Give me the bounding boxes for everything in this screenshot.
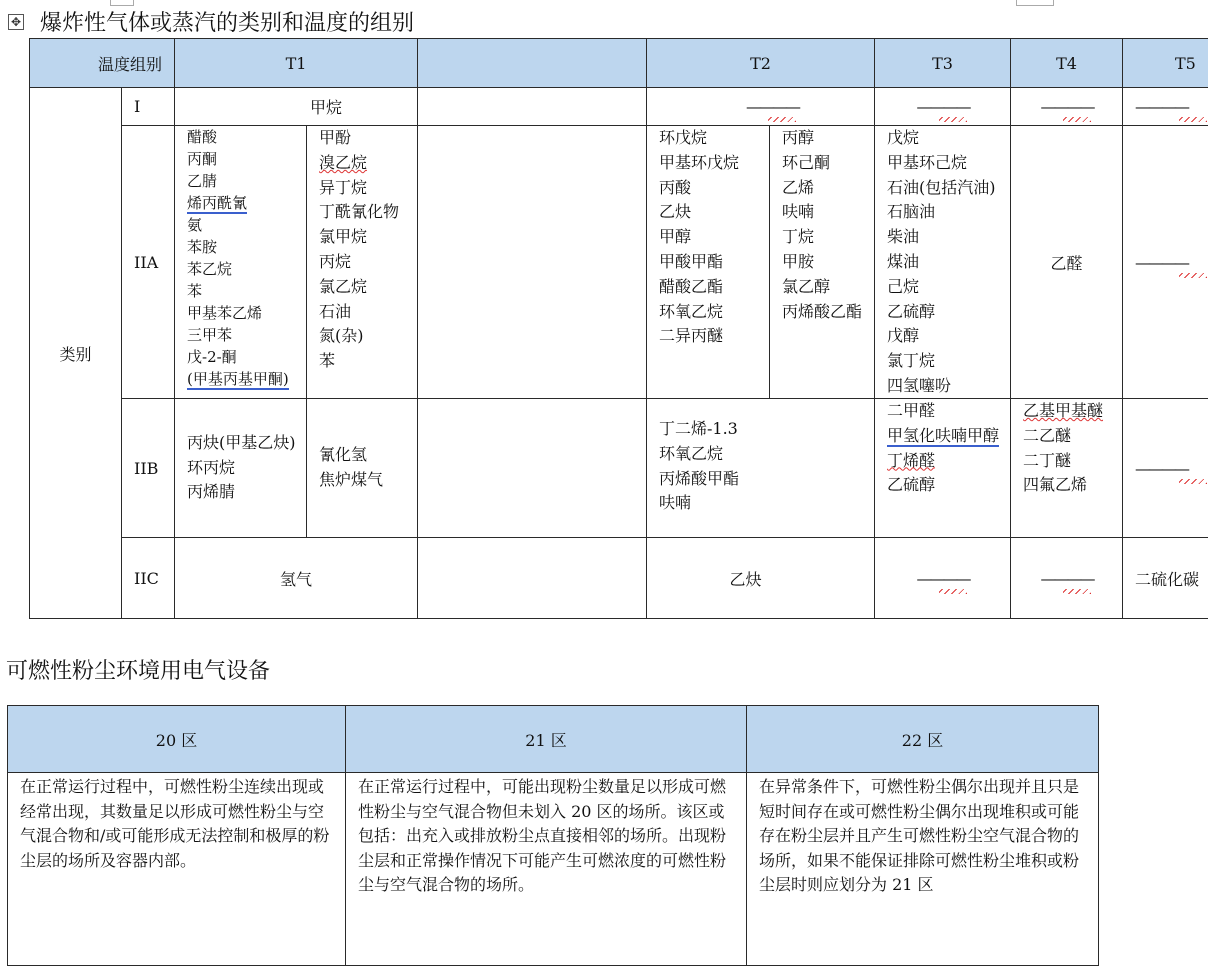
gas-name: 丙酮 — [187, 150, 218, 168]
row-IIB-t1-col2 — [306, 398, 418, 538]
gas-name: 氢气 — [279, 569, 312, 589]
gas-name: 甲基环戊烷 — [659, 152, 740, 172]
gas-name: 甲基环己烷 — [887, 152, 968, 172]
gas-name: 溴乙烷 — [319, 152, 368, 172]
zone-label: 22 区 — [901, 730, 944, 750]
gas-name: 丁酰氰化物 — [319, 202, 400, 222]
gas-name: 二甲醛 — [887, 401, 936, 420]
row-IIA-t5 — [1122, 125, 1208, 399]
row-IIB-t5 — [1122, 398, 1208, 538]
dash-text: ———— — [1135, 252, 1187, 272]
gas-name: 四氟乙烯 — [1023, 475, 1088, 495]
row-label: I — [134, 97, 141, 116]
gas-name: 二乙醚 — [1023, 425, 1072, 445]
row-IIB-t2 — [646, 398, 875, 538]
row-IIA-t2-col2 — [769, 125, 875, 399]
gas-name: 环氧乙烷 — [659, 443, 724, 463]
header-t5 — [1122, 38, 1208, 88]
row-IIB-t4 — [1010, 398, 1123, 538]
row-I-t3 — [874, 87, 1011, 126]
row-IIC-t2 — [646, 537, 875, 619]
dash-text: ———— — [916, 568, 969, 588]
gas-name: 氯甲烷 — [319, 227, 368, 247]
row-label-IIC — [121, 537, 175, 619]
dash-text: ———— — [1040, 568, 1093, 588]
gas-name: 甲酚 — [319, 128, 352, 147]
gas-name: 戊烷 — [887, 128, 920, 147]
gas-table-heading: 爆炸性气体或蒸汽的类别和温度的组别 — [40, 11, 415, 36]
row-IIA-blank — [417, 125, 647, 399]
header-t3 — [874, 38, 1011, 88]
row-label: IIA — [134, 252, 159, 272]
row-IIC-t3 — [874, 537, 1011, 619]
gas-name: 丁烷 — [782, 227, 815, 247]
row-IIC-t5 — [1122, 537, 1208, 619]
row-label-IIA — [121, 125, 175, 399]
row-label: IIB — [134, 458, 159, 478]
header-label: T3 — [932, 53, 953, 73]
gas-name: 氯丁烷 — [887, 351, 936, 371]
dash-text: ———— — [746, 97, 798, 116]
dash-text: ———— — [916, 97, 969, 116]
zone-label: 20 区 — [155, 730, 198, 750]
gas-name: 丙烯腈 — [187, 482, 236, 502]
gas-name: 乙烯 — [782, 177, 815, 197]
dash-placeholder — [1041, 97, 1093, 116]
gas-name: 苯 — [187, 282, 203, 300]
dust-table-heading: 可燃性粉尘环境用电气设备 — [6, 659, 271, 684]
gas-name: 环氧乙烷 — [659, 301, 724, 321]
gas-name: 乙硫醇 — [887, 301, 936, 321]
gas-name: 石油 — [319, 301, 352, 321]
gas-name: 乙硫醇 — [887, 475, 936, 495]
spellcheck-squiggle — [1179, 273, 1207, 278]
zone-description: 在正常运行过程中，可燃性粉尘连续出现或经常出现，其数量足以形成可燃性粉尘与空气混合物和/或可能形成无法控制和极厚的粉尘层的场所及容器内部。 — [20, 777, 330, 870]
gas-name: 丙炔(甲基乙炔) — [187, 432, 296, 452]
row-IIA-t1-col2 — [306, 125, 418, 399]
gas-name: 二硫化碳 — [1135, 569, 1200, 589]
row-I-t4 — [1010, 87, 1123, 126]
dust-header-zone20 — [7, 705, 346, 773]
header-label: 温度组别 — [97, 54, 162, 74]
gas-name: 苯乙烷 — [187, 260, 233, 278]
row-label-I — [121, 87, 175, 126]
row-label-IIB — [121, 398, 175, 538]
spellcheck-squiggle — [939, 589, 967, 594]
header-blank — [417, 38, 647, 88]
dash-placeholder — [1041, 569, 1093, 588]
gas-name: 柴油 — [887, 227, 920, 247]
gas-name: 己烷 — [887, 276, 920, 296]
gas-name: 氰化氢 — [319, 445, 368, 465]
row-IIA-t2-col1 — [646, 125, 770, 399]
gas-name: 丙烯酸甲酯 — [659, 468, 740, 488]
header-label: T2 — [750, 53, 771, 73]
page-corner-mark — [1016, 0, 1054, 6]
gas-name: 甲醇 — [659, 227, 692, 247]
dust-desc-zone20 — [7, 772, 346, 966]
gas-name: 二异丙醚 — [659, 326, 724, 346]
row-I-t2 — [646, 87, 875, 126]
gas-name: 醋酸乙酯 — [659, 276, 724, 296]
gas-name: 呋喃 — [659, 493, 692, 513]
dash-placeholder — [917, 97, 969, 116]
header-label: T1 — [285, 53, 307, 73]
dash-text: ———— — [1040, 97, 1093, 116]
gas-name: 丙酸 — [659, 177, 692, 197]
gas-name: 四氢噻吩 — [887, 375, 952, 395]
gas-name: 乙醛 — [1050, 253, 1083, 273]
gas-name: 环己酮 — [782, 152, 831, 172]
spellcheck-squiggle — [1063, 589, 1091, 594]
gas-name: 甲胺 — [782, 251, 815, 271]
gas-name: 氨 — [187, 216, 203, 234]
gas-name: 二丁醚 — [1023, 450, 1072, 470]
row-I-t1 — [174, 87, 418, 126]
dust-header-zone22 — [746, 705, 1099, 773]
category-cell — [29, 87, 122, 619]
gas-name: 戊醇 — [887, 326, 920, 346]
gas-name: 焦炉煤气 — [319, 470, 384, 489]
row-IIA-t4 — [1010, 125, 1123, 399]
gas-name: 甲酸甲酯 — [659, 251, 724, 271]
dash-placeholder — [1135, 253, 1187, 272]
gas-name: 乙炔 — [659, 202, 692, 222]
dust-header-zone21 — [345, 705, 747, 773]
gas-name: 丁二烯-1.3 — [659, 419, 738, 438]
dash-text: ———— — [1135, 458, 1187, 478]
gas-name: 丙烯酸乙酯 — [782, 301, 863, 321]
gas-name: 氯乙烷 — [319, 276, 368, 296]
gas-name: 戊-2-酮 — [187, 348, 237, 366]
zone-description: 在异常条件下，可燃性粉尘偶尔出现并且只是短时间存在或可燃性粉尘偶尔出现堆积或可能存在粉尘层并且产生可燃性粉尘空气混合物的场所，如果不能保证排除可燃性粉尘堆积或粉尘层时则应划分为 21 区 — [759, 777, 1080, 895]
gas-name: 烯丙酰氰 — [187, 194, 248, 212]
row-IIC-blank — [417, 537, 647, 619]
spellcheck-squiggle — [1179, 117, 1207, 122]
row-IIC-t1 — [174, 537, 418, 619]
gas-name: 异丁烷 — [319, 177, 368, 197]
gas-name: (甲基丙基甲酮) — [187, 370, 289, 388]
spellcheck-squiggle — [768, 117, 796, 122]
gas-name: 呋喃 — [782, 202, 815, 222]
header-label: T4 — [1056, 53, 1077, 73]
gas-name: 醋酸 — [187, 128, 218, 146]
gas-name: 乙基甲基醚 — [1023, 401, 1104, 420]
gas-name: 煤油 — [887, 251, 920, 271]
dash-placeholder — [1135, 97, 1187, 116]
row-IIC-t4 — [1010, 537, 1123, 619]
dust-desc-zone21 — [345, 772, 747, 966]
gas-name: 三甲苯 — [187, 326, 233, 344]
gas-name: 甲烷 — [309, 98, 342, 117]
gas-name: 石脑油 — [887, 202, 936, 222]
category-label: 类别 — [59, 344, 92, 364]
dash-text: ———— — [1135, 97, 1187, 116]
row-I-t5 — [1122, 87, 1208, 126]
zone-description: 在正常运行过程中，可能出现粉尘数量足以形成可燃性粉尘与空气混合物但未划入 20 区的场所。该区或包括：出充入或排放粉尘点直接相邻的场所。出现粉尘层和正常操作情况下可能产生可燃浓度的可燃性粉尘与空气混合物的场所。 — [358, 777, 727, 895]
header-t2 — [646, 38, 875, 88]
dust-desc-zone22 — [746, 772, 1099, 966]
row-IIA-t1-col1 — [174, 125, 307, 399]
gas-name: 乙腈 — [187, 172, 218, 190]
row-label: IIC — [134, 568, 159, 588]
gas-name: 乙炔 — [729, 569, 762, 589]
gas-name: 苯 — [319, 351, 336, 371]
header-temperature-group — [29, 38, 175, 88]
gas-name: 甲氢化呋喃甲醇 — [887, 425, 1000, 445]
row-IIB-t1-col1 — [174, 398, 307, 538]
gas-name: 丙烷 — [319, 251, 352, 271]
gas-name: 甲基苯乙烯 — [187, 304, 263, 322]
move-handle-icon[interactable]: ✥ — [8, 14, 24, 30]
zone-label: 21 区 — [525, 730, 567, 750]
header-label: T5 — [1175, 53, 1196, 73]
dash-placeholder — [917, 569, 969, 588]
row-IIB-t3 — [874, 398, 1011, 538]
gas-name: 环戊烷 — [659, 128, 708, 147]
row-I-blank — [417, 87, 647, 126]
spellcheck-squiggle — [1063, 117, 1091, 122]
gas-name: 丙醇 — [782, 128, 815, 147]
spellcheck-squiggle — [939, 117, 967, 122]
dash-placeholder — [1135, 459, 1187, 478]
gas-name: 氮(杂) — [319, 326, 364, 346]
gas-name: 氯乙醇 — [782, 276, 831, 296]
gas-name: 丁烯醛 — [887, 450, 936, 470]
row-IIA-t3 — [874, 125, 1011, 399]
gas-name: 苯胺 — [187, 238, 218, 256]
header-t1 — [174, 38, 418, 88]
gas-name: 环丙烷 — [187, 457, 236, 477]
spellcheck-squiggle — [1179, 479, 1207, 484]
row-IIB-blank — [417, 398, 647, 538]
header-t4 — [1010, 38, 1123, 88]
dash-placeholder — [746, 97, 798, 116]
gas-name: 石油(包括汽油) — [887, 177, 996, 197]
